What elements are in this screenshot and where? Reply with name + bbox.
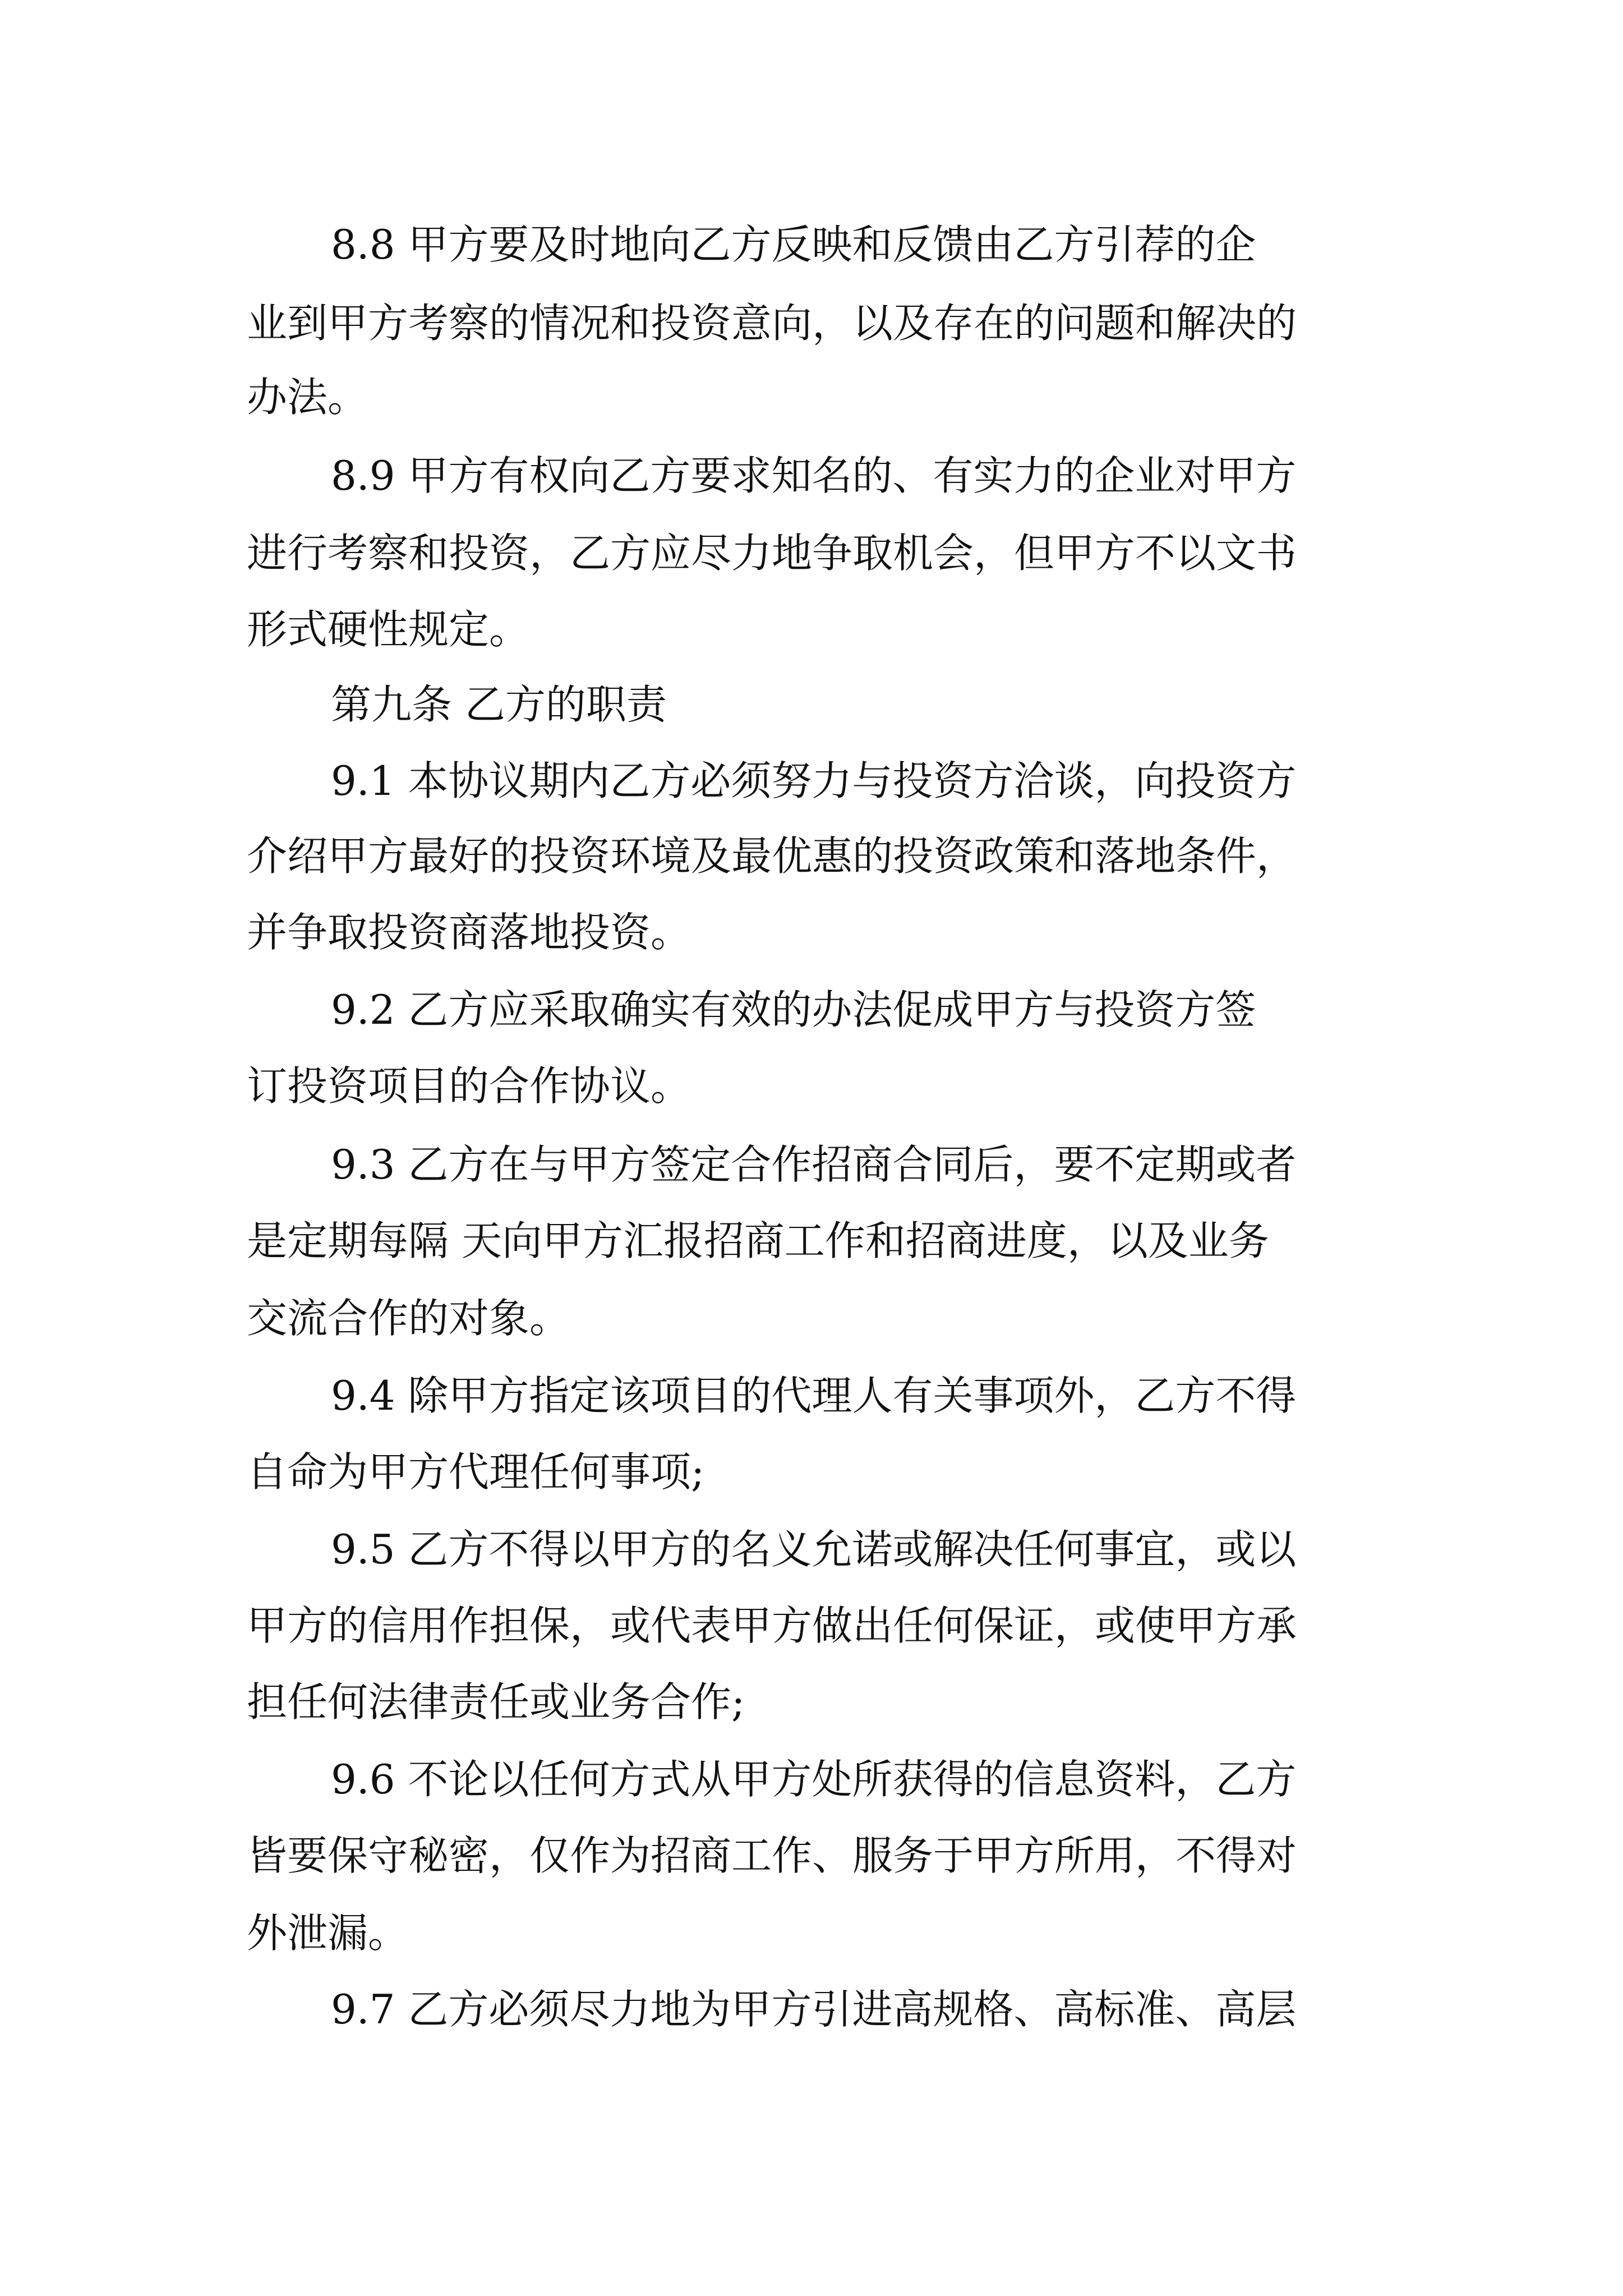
paragraph-9-6-line-1: 9.6 不论以任何方式从甲方处所获得的信息资料，乙方 xyxy=(331,1756,1297,1803)
paragraph-9-7-line-1: 9.7 乙方必须尽力地为甲方引进高规格、高标准、高层 xyxy=(331,1986,1297,2033)
paragraph-8-8-line-3: 办法。 xyxy=(247,374,368,421)
paragraph-8-8-line-1: 8.8 甲方要及时地向乙方反映和反馈由乙方引荐的企 xyxy=(331,221,1256,268)
paragraph-9-4-line-2: 自命为甲方代理任何事项; xyxy=(247,1448,705,1496)
paragraph-9-2-line-2: 订投资项目的合作协议。 xyxy=(247,1062,691,1110)
paragraph-9-3-line-1: 9.3 乙方在与甲方签定合作招商合同后，要不定期或者 xyxy=(331,1141,1297,1188)
paragraph-8-8-line-2: 业到甲方考察的情况和投资意向，以及存在的问题和解决的 xyxy=(247,300,1297,347)
paragraph-9-1-line-1: 9.1 本协议期内乙方必须努力与投资方洽谈，向投资方 xyxy=(331,757,1297,804)
paragraph-8-9-line-1: 8.9 甲方有权向乙方要求知名的、有实力的企业对甲方 xyxy=(331,452,1297,499)
paragraph-9-1-line-3: 并争取投资商落地投资。 xyxy=(247,909,691,956)
paragraph-8-9-line-3: 形式硬性规定。 xyxy=(247,606,530,653)
paragraph-9-1-line-2: 介绍甲方最好的投资环境及最优惠的投资政策和落地条件， xyxy=(247,832,1297,880)
paragraph-8-9-line-2: 进行考察和投资，乙方应尽力地争取机会，但甲方不以文书 xyxy=(247,530,1297,577)
paragraph-9-5-line-3: 担任何法律责任或业务合作; xyxy=(247,1678,745,1726)
paragraph-9-3-line-3: 交流合作的对象。 xyxy=(247,1295,570,1342)
paragraph-9-6-line-2: 皆要保守秘密，仅作为招商工作、服务于甲方所用，不得对 xyxy=(247,1832,1297,1879)
article-9-heading: 第九条 乙方的职责 xyxy=(331,681,667,728)
paragraph-9-2-line-1: 9.2 乙方应采取确实有效的办法促成甲方与投资方签 xyxy=(331,986,1256,1033)
paragraph-9-6-line-3: 外泄漏。 xyxy=(247,1910,409,1957)
paragraph-9-4-line-1: 9.4 除甲方指定该项目的代理人有关事项外，乙方不得 xyxy=(331,1372,1297,1419)
paragraph-9-3-line-2: 是定期每隔 天向甲方汇报招商工作和招商进度，以及业务 xyxy=(247,1217,1269,1264)
paragraph-9-5-line-2: 甲方的信用作担保，或代表甲方做出任何保证，或使甲方承 xyxy=(247,1602,1297,1649)
paragraph-9-5-line-1: 9.5 乙方不得以甲方的名义允诺或解决任何事宜，或以 xyxy=(331,1526,1297,1573)
